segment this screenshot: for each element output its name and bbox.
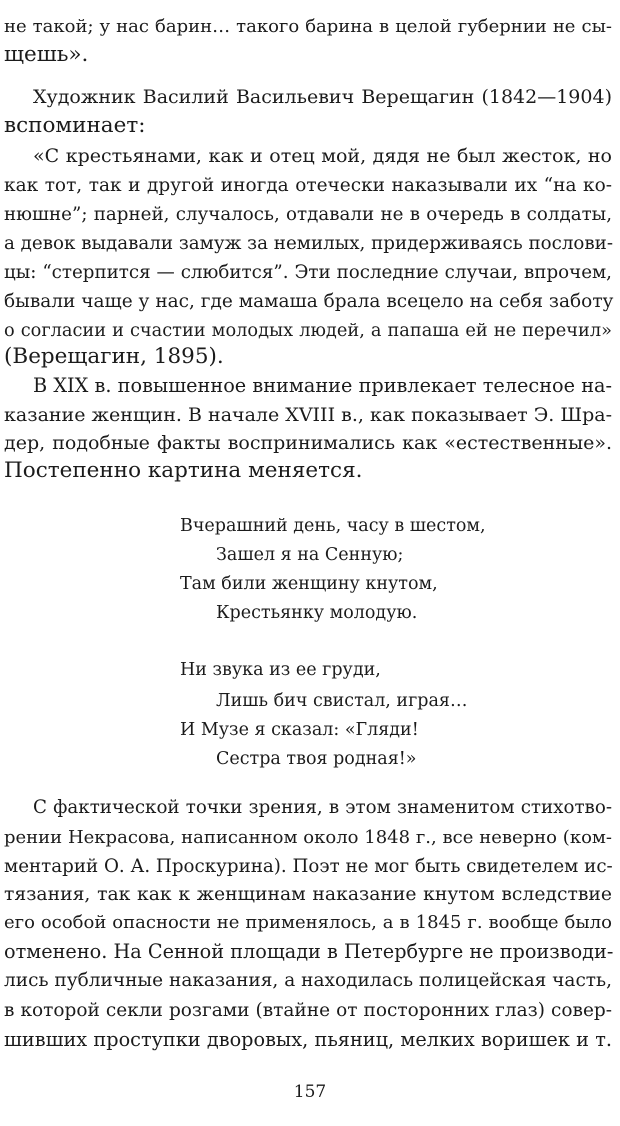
text-line: «С крестьянами, как и отец мой, дядя не был жесток, но bbox=[33, 145, 612, 167]
text-line: как тот, так и другой иногда отечески наказывали их “на ко- bbox=[4, 175, 612, 196]
text-line: ментарий О. А. Проскурина). Поэт не мог быть свидетелем ис- bbox=[4, 856, 613, 877]
text-line: о согласии и счастии молодых людей, а папаша ей не перечил» bbox=[4, 321, 612, 341]
text-line: цы: “стерпится — слюбится”. Эти последние случаи, впрочем, bbox=[4, 262, 612, 283]
text-line: дер, подобные факты воспринимались как «естественные». bbox=[4, 432, 612, 454]
poem-line: Ни звука из ее груди, bbox=[180, 660, 381, 680]
text-line: нюшне”; парней, случалось, отдавали не в очередь в солдаты, bbox=[4, 204, 612, 225]
poem-line: Зашел я на Сенную; bbox=[216, 545, 404, 565]
poem-line: Вчерашний день, часу в шестом, bbox=[180, 516, 486, 536]
text-line: рении Некрасова, написанном около 1848 г., все неверно (ком- bbox=[4, 827, 612, 848]
text-line: казание женщин. В начале XVIII в., как показывает Э. Шра- bbox=[4, 404, 612, 426]
text-line: бывали чаще у нас, где мамаша брала всецело на себя заботу bbox=[4, 291, 614, 312]
poem-line: Лишь бич свистал, играя… bbox=[216, 691, 468, 711]
text-line: (Верещагин, 1895). bbox=[4, 344, 224, 369]
text-line: В XIX в. повышенное внимание привлекает телесное на- bbox=[33, 374, 612, 397]
text-line: С фактической точки зрения, в этом знаменитом стихотво- bbox=[33, 797, 612, 818]
page-number: 157 bbox=[293, 1082, 327, 1102]
text-line: в которой секли розгами (втайне от посторонних глаз) совер- bbox=[4, 1000, 612, 1021]
text-line: Художник Василий Васильевич Верещагин (1842—1904) bbox=[33, 86, 612, 108]
text-line: тязания, так как к женщинам наказание кнутом вследствие bbox=[4, 884, 612, 905]
text-line: шивших проступки дворовых, пьяниц, мелких воришек и т. bbox=[4, 1028, 612, 1051]
poem-line: Крестьянку молодую. bbox=[216, 603, 418, 623]
text-line: щешь». bbox=[4, 42, 89, 67]
poem-line: И Музе я сказал: «Гляди! bbox=[180, 720, 419, 740]
poem-line: Там били женщину кнутом, bbox=[180, 574, 438, 594]
poem-line: Сестра твоя родная!» bbox=[216, 749, 417, 769]
text-line: вспоминает: bbox=[4, 113, 146, 138]
text-line: его особой опасности не применялось, а в 1845 г. вообще было bbox=[4, 912, 612, 933]
text-line: отменено. На Сенной площади в Петербурге не производи- bbox=[4, 940, 614, 963]
text-line: лись публичные наказания, а находилась полицейская часть, bbox=[4, 970, 612, 991]
text-line: не такой; у нас барин… такого барина в целой губернии не сы- bbox=[4, 16, 612, 37]
text-line: Постепенно картина меняется. bbox=[4, 458, 363, 483]
text-line: а девок выдавали замуж за немилых, придерживаясь послови- bbox=[4, 233, 614, 254]
